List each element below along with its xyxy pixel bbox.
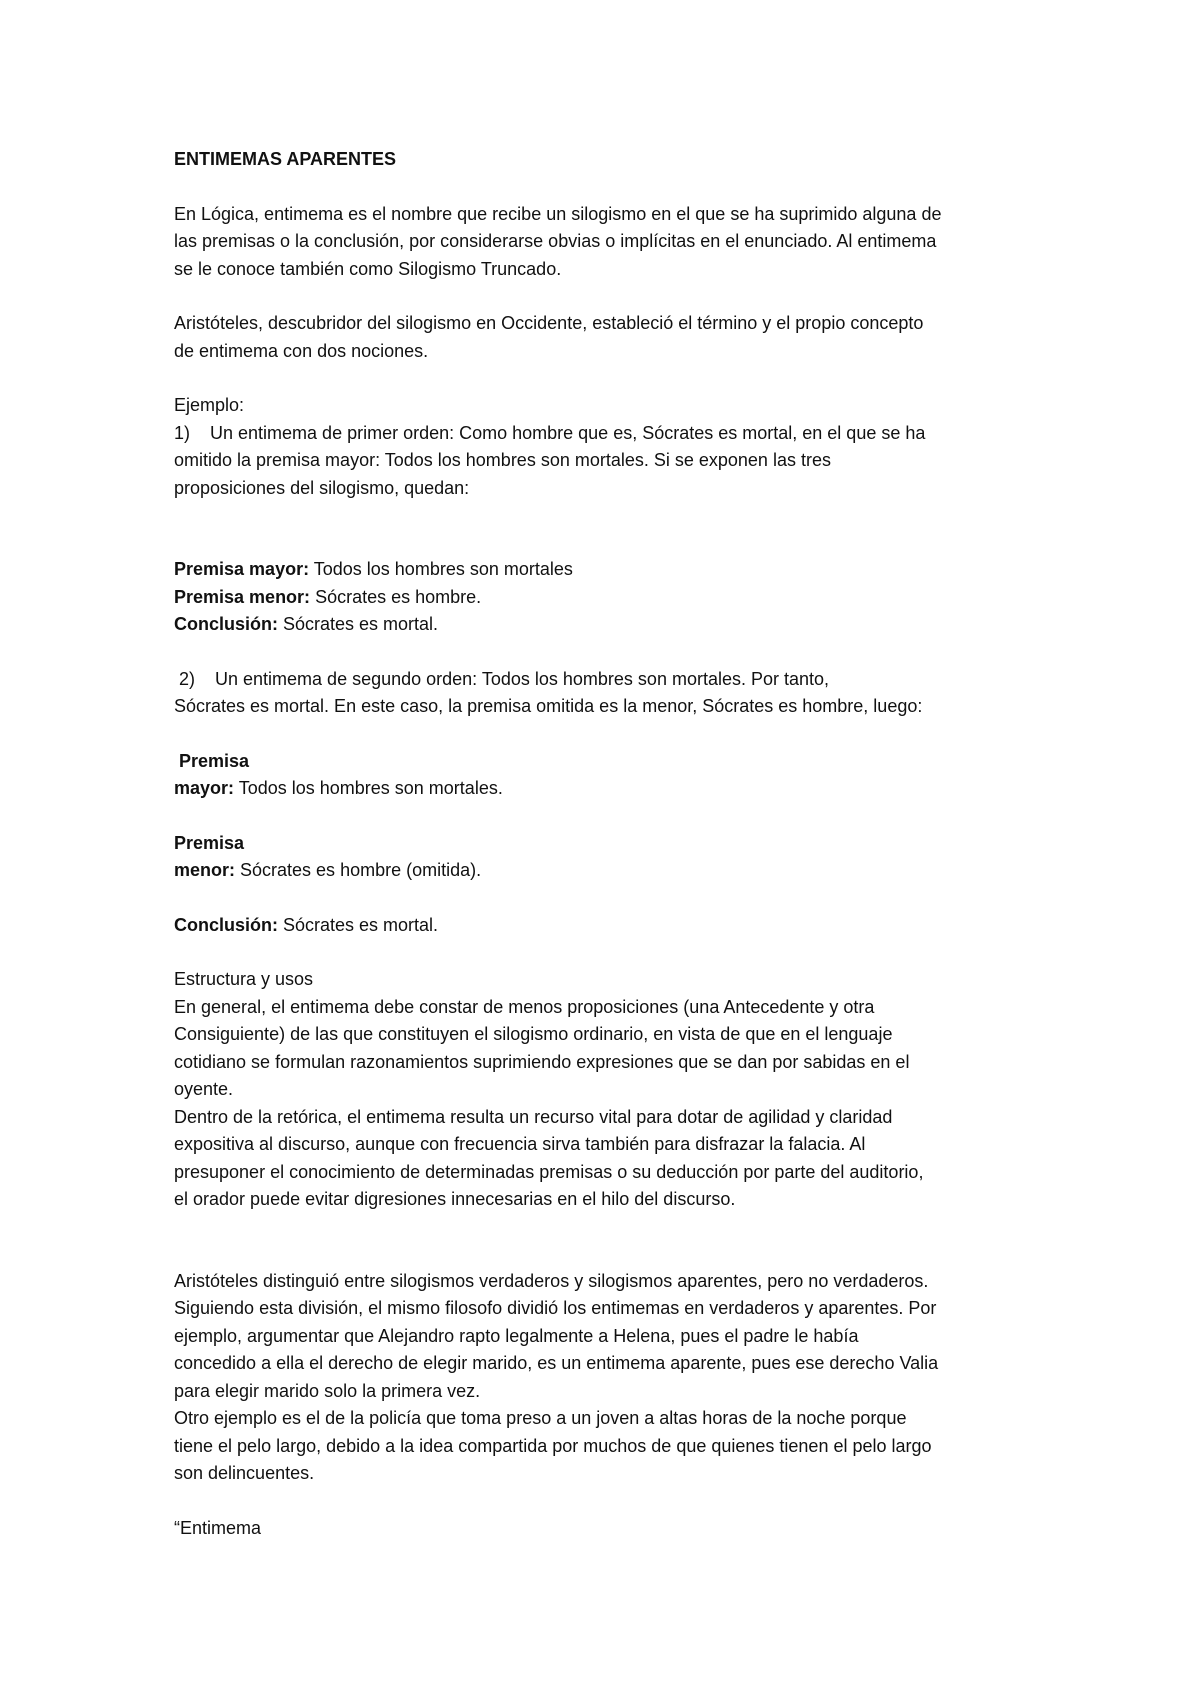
text-line: concedido a ella el derecho de elegir marido, es un entimema aparente, pues ese derecho Valia <box>174 1353 939 1373</box>
closing-quote: “Entimema <box>174 1517 262 1538</box>
silogismo-2-mayor <box>174 748 1054 803</box>
premisa-mayor: mayor: Todos los hombres son mortales. <box>174 778 503 798</box>
premisa-menor: menor: Sócrates es hombre (omitida). <box>174 860 482 880</box>
text-line: Siguiendo esta división, el mismo filosofo dividió los entimemas en verdaderos y aparentes. Por <box>174 1298 937 1318</box>
premisa-mayor: Premisa mayor: Todos los hombres son mortales <box>174 559 573 579</box>
premisa-heading: Premisa <box>174 832 245 853</box>
silogismo-2-menor <box>174 830 1054 885</box>
text-line: Consiguiente) de las que constituyen el silogismo ordinario, en vista de que en el lenguaje <box>174 1024 893 1044</box>
text-line: Sócrates es mortal. En este caso, la premisa omitida es la menor, Sócrates es hombre, luego: <box>174 696 923 716</box>
silogismo-2-conclusion <box>174 912 1054 940</box>
text-line: ejemplo, argumentar que Alejandro rapto legalmente a Helena, pues el padre le había <box>174 1325 859 1346</box>
ejemplo-section <box>174 392 1054 502</box>
text-line: presuponer el conocimiento de determinadas premisas o su deducción por parte del auditorio, <box>174 1161 924 1182</box>
silogismo-1 <box>174 556 1054 639</box>
text-line: las premisas o la conclusión, por considerarse obvias o implícitas en el enunciado. Al entimema <box>174 231 937 251</box>
section-heading: Estructura y usos <box>174 969 314 989</box>
premisa-menor: Premisa menor: Sócrates es hombre. <box>174 586 482 607</box>
aristoteles-paragraph <box>174 310 1054 365</box>
text-line: En Lógica, entimema es el nombre que recibe un silogismo en el que se ha suprimido alguna de <box>174 203 942 224</box>
text-line: el orador puede evitar digresiones innecesarias en el hilo del discurso. <box>174 1189 736 1209</box>
premisa-heading: Premisa <box>174 750 250 771</box>
text-line: para elegir marido solo la primera vez. <box>174 1380 481 1401</box>
conclusion: Conclusión: Sócrates es mortal. <box>174 914 439 935</box>
text-line: omitido la premisa mayor: Todos los hombres son mortales. Si se exponen las tres <box>174 450 831 470</box>
estructura-section <box>174 966 1054 1214</box>
text-line: proposiciones del silogismo, quedan: <box>174 477 470 498</box>
text-line: cotidiano se formulan razonamientos suprimiendo expresiones que se dan por sabidas en el <box>174 1051 910 1072</box>
text-line: En general, el entimema debe constar de menos proposiciones (una Antecedente y otra <box>174 996 875 1017</box>
text-line: de entimema con dos nociones. <box>174 340 429 361</box>
conclusion: Conclusión: Sócrates es mortal. <box>174 614 439 634</box>
text-line: Aristóteles, descubridor del silogismo en Occidente, estableció el término y el propio concepto <box>174 313 924 333</box>
intro-paragraph <box>174 201 1054 284</box>
text-line: tiene el pelo largo, debido a la idea compartida por muchos de que quienes tienen el pelo largo <box>174 1435 932 1456</box>
text-line: Otro ejemplo es el de la policía que toma preso a un joven a altas horas de la noche porque <box>174 1408 907 1428</box>
aparentes-paragraph <box>174 1268 1054 1488</box>
text-line: 1) Un entimema de primer orden: Como hombre que es, Sócrates es mortal, en el que se ha <box>174 422 926 443</box>
ejemplo-2-paragraph <box>174 666 1054 721</box>
text-line: son delincuentes. <box>174 1463 315 1483</box>
document-title: ENTIMEMAS APARENTES <box>174 149 397 169</box>
text-line: oyente. <box>174 1079 234 1099</box>
text-line: expositiva al discurso, aunque con frecuencia sirva también para disfrazar la falacia. Al <box>174 1134 866 1154</box>
document-body <box>174 146 1054 1542</box>
ejemplo-label: Ejemplo: <box>174 395 245 415</box>
text-line: Dentro de la retórica, el entimema resulta un recurso vital para dotar de agilidad y claridad <box>174 1106 893 1127</box>
text-line: 2) Un entimema de segundo orden: Todos los hombres son mortales. Por tanto, <box>174 668 830 689</box>
text-line: Aristóteles distinguió entre silogismos verdaderos y silogismos aparentes, pero no verdaderos. <box>174 1270 929 1291</box>
text-line: se le conoce también como Silogismo Truncado. <box>174 258 562 279</box>
